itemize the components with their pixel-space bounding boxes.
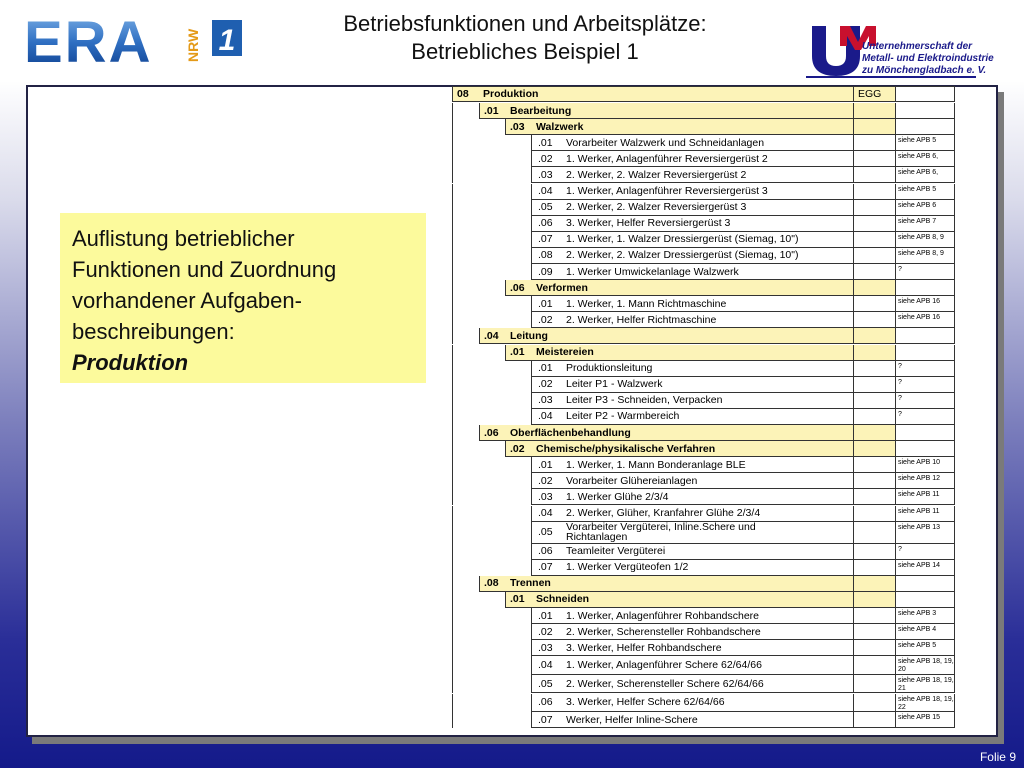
apb-reference-cell: siehe APB 15: [896, 712, 955, 728]
tree-label: .01 1. Werker, Anlagenführer Rohbandschere: [538, 609, 760, 622]
egg-cell: [854, 345, 896, 361]
egg-cell: [854, 506, 896, 522]
tree-label-cell: [532, 167, 854, 183]
tree-label: .03 1. Werker Glühe 2/3/4: [538, 490, 669, 503]
tree-indent: [452, 522, 532, 544]
apb-reference-cell: siehe APB 3: [896, 608, 955, 624]
apb-reference-cell: [896, 425, 955, 441]
apb-reference-cell: siehe APB 4: [896, 624, 955, 640]
tree-indent: [452, 232, 532, 248]
tree-code: .03: [538, 168, 553, 181]
tree-code: .02: [538, 378, 553, 391]
tree-label: .06 Verformen: [510, 281, 588, 294]
tree-label-cell: [532, 151, 854, 167]
tree-label-cell: [532, 248, 854, 264]
tree-label-cell: [532, 216, 854, 232]
tree-code: .04: [538, 507, 553, 520]
tree-label: .05 2. Werker, Scherensteller Schere 62/64/66: [538, 677, 764, 690]
tree-indent: [452, 296, 532, 312]
tree-label: .06 Teamleiter Vergüterei: [538, 545, 666, 558]
tree-code: .05: [538, 677, 553, 690]
callout-box: [60, 213, 426, 383]
tree-item-row: [452, 624, 955, 640]
tree-label-cell: [532, 640, 854, 656]
tree-indent: [452, 216, 532, 232]
egg-cell: [854, 489, 896, 505]
tree-indent: [452, 103, 480, 119]
tree-item-row: [452, 135, 955, 151]
tree-label-cell: [532, 457, 854, 473]
egg-cell: [854, 232, 896, 248]
apb-reference-cell: siehe APB 14: [896, 560, 955, 576]
tree-code: .04: [484, 329, 499, 342]
tree-code: .07: [538, 233, 553, 246]
logo-number: 1: [218, 24, 236, 57]
tree-code: .03: [538, 490, 553, 503]
ume-line2: Metall- und Elektroindustrie: [862, 53, 994, 64]
apb-reference-cell: siehe APB 18, 19, 20: [898, 658, 954, 674]
tree-indent: [452, 544, 532, 560]
callout-line3: vorhandener Aufgaben-: [72, 288, 302, 313]
tree-label: .04 1. Werker, Anlagenführer Reversiergerüst 3: [538, 185, 768, 198]
tree-indent: [452, 694, 532, 713]
function-tree-table: [452, 86, 955, 735]
apb-reference-cell: [896, 103, 955, 119]
tree-item-row: [452, 675, 955, 694]
tree-indent: [452, 409, 532, 425]
apb-reference-cell: siehe APB 16: [896, 296, 955, 312]
tree-code: .08: [538, 249, 553, 262]
tree-item-row: [452, 608, 955, 624]
apb-reference-cell: ?: [896, 393, 955, 409]
apb-reference-cell: siehe APB 5: [896, 184, 955, 200]
egg-cell: [854, 624, 896, 640]
tree-code: .07: [538, 561, 553, 574]
egg-cell: [854, 151, 896, 167]
tree-item-row: [452, 544, 955, 560]
tree-code: .04: [538, 185, 553, 198]
tree-indent: [452, 576, 480, 592]
tree-indent: [452, 675, 532, 694]
tree-label-cell: [532, 712, 854, 728]
tree-item-row: [452, 361, 955, 377]
tree-label: .05 2. Werker, 2. Walzer Reversiergerüst 3: [538, 201, 747, 214]
tree-label-cell: [532, 377, 854, 393]
root-code: 08: [457, 88, 469, 100]
tree-label: .06 3. Werker, Helfer Reversiergerüst 3: [538, 217, 731, 230]
tree-indent: [452, 377, 532, 393]
tree-label-cell: [532, 694, 854, 713]
egg-header-cell: [854, 86, 896, 102]
egg-cell: [854, 264, 896, 280]
tree-label: .01 Produktionsleitung: [538, 362, 653, 375]
apb-reference-cell: ?: [896, 361, 955, 377]
tree-item-row: [452, 393, 955, 409]
tree-indent: [452, 361, 532, 377]
tree-group-row: [452, 441, 955, 457]
tree-label: .04 2. Werker, Glüher, Kranfahrer Glühe 2/3/4: [538, 507, 761, 520]
egg-cell: [854, 694, 896, 713]
apb-reference-cell: ?: [896, 377, 955, 393]
callout-line5: Produktion: [72, 350, 189, 375]
tree-item-row: [452, 522, 955, 544]
egg-cell: [854, 473, 896, 489]
tree-indent: [452, 200, 532, 216]
tree-indent: [452, 264, 532, 280]
tree-indent: [452, 656, 532, 675]
tree-label: .05 Vorarbeiter Vergüterei, Inline.Schere und Richtanlagen: [538, 521, 756, 544]
tree-item-row: [452, 296, 955, 312]
tree-label: .02 Leiter P1 - Walzwerk: [538, 378, 663, 391]
tree-indent: [452, 119, 506, 135]
tree-label-cell: [532, 409, 854, 425]
egg-cell: [854, 576, 896, 592]
tree-item-row: [452, 560, 955, 576]
tree-label: .02 2. Werker, Scherensteller Rohbandschere: [538, 625, 761, 638]
tree-item-row: [452, 200, 955, 216]
tree-code: .02: [510, 442, 525, 455]
egg-cell: [854, 409, 896, 425]
apb-reference-cell: [896, 576, 955, 592]
slide-header: [0, 0, 1024, 82]
tree-code: .06: [484, 426, 499, 439]
apb-reference-cell: siehe APB 12: [896, 473, 955, 489]
tree-indent: [452, 712, 532, 728]
apb-reference-cell: ?: [896, 409, 955, 425]
tree-indent: [452, 312, 532, 328]
egg-cell: [854, 441, 896, 457]
tree-label: .01 1. Werker, 1. Mann Bonderanlage BLE: [538, 458, 746, 471]
apb-reference-cell: siehe APB 13: [896, 522, 955, 544]
egg-cell: [854, 280, 896, 296]
tree-item-row: [452, 457, 955, 473]
tree-label: .08 Trennen: [484, 577, 551, 590]
tree-label-cell: [532, 296, 854, 312]
egg-cell: [854, 312, 896, 328]
tree-group-row: [452, 103, 955, 119]
tree-label: .03 3. Werker, Helfer Rohbandschere: [538, 641, 722, 654]
tree-code: .02: [538, 152, 553, 165]
egg-cell: [854, 656, 896, 675]
tree-label: .06 Oberflächenbehandlung: [484, 426, 631, 439]
egg-cell: [854, 377, 896, 393]
egg-cell: [854, 457, 896, 473]
tree-label-cell: [532, 264, 854, 280]
egg-cell: [854, 608, 896, 624]
apb-reference-cell: siehe APB 5: [896, 640, 955, 656]
tree-indent: [452, 506, 532, 522]
tree-code: .08: [484, 577, 499, 590]
tree-item-row: [452, 264, 955, 280]
tree-code: .01: [538, 297, 553, 310]
egg-cell: [854, 119, 896, 135]
tree-indent: [452, 135, 532, 151]
tree-label-cell: [532, 184, 854, 200]
tree-indent: [452, 280, 506, 296]
tree-indent: [452, 592, 506, 608]
apb-reference-cell: siehe APB 18, 19, 22: [898, 695, 954, 711]
tree-label-cell: [480, 425, 854, 441]
tree-item-row: [452, 489, 955, 505]
tree-item-row: [452, 216, 955, 232]
tree-label: .03 Walzwerk: [510, 120, 584, 133]
tree-item-row: [452, 409, 955, 425]
tree-code: .05: [538, 201, 553, 214]
callout-line1: Auflistung betrieblicher: [72, 226, 295, 251]
tree-code: .01: [510, 346, 525, 359]
tree-label-cell: [532, 560, 854, 576]
apb-reference-cell: [896, 280, 955, 296]
tree-label: .03 2. Werker, 2. Walzer Reversiergerüst 2: [538, 168, 747, 181]
root-label-cell: [452, 86, 854, 102]
tree-label: .09 1. Werker Umwickelanlage Walzwerk: [538, 265, 739, 278]
tree-indent: [452, 473, 532, 489]
tree-code: .01: [510, 593, 525, 606]
tree-item-row: [452, 694, 955, 713]
callout-line4: beschreibungen:: [72, 319, 235, 344]
apb-reference-cell: siehe APB 6: [896, 200, 955, 216]
tree-indent: [452, 441, 506, 457]
tree-indent: [452, 151, 532, 167]
tree-label: .04 1. Werker, Anlagenführer Schere 62/64/66: [538, 659, 762, 672]
tree-code: .01: [538, 136, 553, 149]
apb-reference-cell: siehe APB 6,: [896, 151, 955, 167]
tree-item-row: [452, 248, 955, 264]
tree-indent: [452, 608, 532, 624]
tree-label: .07 1. Werker, 1. Walzer Dressiergerüst (Siemag, 10"): [538, 233, 799, 246]
tree-code: .01: [538, 609, 553, 622]
tree-label-cell: [506, 119, 854, 135]
tree-code: .02: [538, 474, 553, 487]
tree-code: .07: [538, 713, 553, 726]
tree-label: .02 2. Werker, Helfer Richtmaschine: [538, 313, 717, 326]
egg-cell: [854, 592, 896, 608]
page-title: [290, 10, 760, 66]
tree-label-cell: [506, 280, 854, 296]
tree-group-row: [452, 345, 955, 361]
apb-reference-cell: siehe APB 5: [896, 135, 955, 151]
ref-header-cell: [896, 86, 955, 102]
tree-label: .01 Schneiden: [510, 593, 590, 606]
tree-indent: [452, 457, 532, 473]
egg-cell: [854, 216, 896, 232]
tree-label-cell: [532, 473, 854, 489]
tree-label-cell: [532, 656, 854, 675]
tree-label: .04 Leiter P2 - Warmbereich: [538, 410, 680, 423]
tree-label: .01 Meistereien: [510, 346, 594, 359]
tree-group-row: [452, 328, 955, 344]
tree-code: .01: [538, 458, 553, 471]
apb-reference-cell: siehe APB 11: [896, 489, 955, 505]
era-logo-text: ERA: [24, 10, 153, 70]
tree-item-row: [452, 473, 955, 489]
tree-indent: [452, 184, 532, 200]
nrw-logo-text: NRW: [185, 28, 201, 62]
apb-reference-cell: siehe APB 11: [896, 506, 955, 522]
tree-indent: [452, 489, 532, 505]
egg-cell: [854, 200, 896, 216]
tree-label-cell: [480, 328, 854, 344]
egg-cell: [854, 167, 896, 183]
tree-label: .07 1. Werker Vergüteofen 1/2: [538, 561, 689, 574]
egg-cell: [854, 361, 896, 377]
tree-label: .08 2. Werker, 2. Walzer Dressiergerüst (Siemag, 10"): [538, 249, 799, 262]
tree-label: .04 Leitung: [484, 329, 548, 342]
tree-code: .06: [538, 545, 553, 558]
apb-reference-cell: siehe APB 8, 9: [896, 232, 955, 248]
tree-label-cell: [532, 200, 854, 216]
apb-reference-cell: [896, 328, 955, 344]
tree-label-cell: [532, 522, 854, 544]
tree-label-cell: [532, 624, 854, 640]
tree-label-cell: [532, 675, 854, 694]
tree-indent: [452, 640, 532, 656]
apb-reference-cell: ?: [896, 264, 955, 280]
tree-indent: [452, 328, 480, 344]
tree-indent: [452, 345, 506, 361]
apb-reference-cell: [896, 119, 955, 135]
tree-label-cell: [532, 608, 854, 624]
tree-label-cell: [532, 393, 854, 409]
egg-cell: [854, 184, 896, 200]
tree-label-cell: [532, 312, 854, 328]
tree-item-row: [452, 167, 955, 183]
tree-label-cell: [532, 135, 854, 151]
root-label: Produktion: [483, 88, 539, 100]
apb-reference-cell: [896, 592, 955, 608]
tree-code: .04: [538, 659, 553, 672]
tree-label-cell: [506, 441, 854, 457]
apb-reference-cell: siehe APB 6,: [896, 167, 955, 183]
tree-label: .06 3. Werker, Helfer Schere 62/64/66: [538, 696, 725, 709]
tree-code: .06: [538, 696, 553, 709]
tree-indent: [452, 560, 532, 576]
egg-cell: [854, 103, 896, 119]
tree-item-row: [452, 151, 955, 167]
tree-label-cell: [506, 345, 854, 361]
tree-indent: [452, 248, 532, 264]
tree-label-cell: [480, 576, 854, 592]
title-line1: Betriebsfunktionen und Arbeitsplätze:: [343, 11, 707, 36]
tree-item-row: [452, 232, 955, 248]
tree-label: .01 Bearbeitung: [484, 104, 572, 117]
tree-label-cell: [480, 103, 854, 119]
egg-header: EGG: [858, 88, 882, 100]
tree-group-row: [452, 119, 955, 135]
egg-cell: [854, 675, 896, 694]
egg-cell: [854, 328, 896, 344]
apb-reference-cell: siehe APB 7: [896, 216, 955, 232]
tree-label: .02 1. Werker, Anlagenführer Reversiergerüst 2: [538, 152, 768, 165]
egg-cell: [854, 248, 896, 264]
tree-item-row: [452, 377, 955, 393]
tree-label: .01 1. Werker, 1. Mann Richtmaschine: [538, 297, 727, 310]
egg-cell: [854, 522, 896, 544]
tree-label-cell: [532, 361, 854, 377]
tree-indent: [452, 624, 532, 640]
tree-label-cell: [532, 489, 854, 505]
tree-indent: [452, 425, 480, 441]
egg-cell: [854, 712, 896, 728]
apb-reference-cell: siehe APB 10: [896, 457, 955, 473]
tree-code: .01: [538, 362, 553, 375]
tree-label: .02 Vorarbeiter Glühereianlagen: [538, 474, 698, 487]
tree-code: .01: [484, 104, 499, 117]
ume-line3: zu Mönchengladbach e. V.: [862, 65, 987, 76]
apb-reference-cell: [896, 345, 955, 361]
ume-line1: Unternehmerschaft der: [862, 41, 973, 52]
apb-reference-cell: siehe APB 16: [896, 312, 955, 328]
ume-organization: [862, 41, 1012, 77]
tree-code: .05: [538, 525, 553, 538]
tree-code: .03: [538, 394, 553, 407]
tree-indent: [452, 393, 532, 409]
egg-cell: [854, 425, 896, 441]
tree-item-row: [452, 184, 955, 200]
tree-code: .02: [538, 625, 553, 638]
tree-group-row: [452, 280, 955, 296]
tree-label-cell: [506, 592, 854, 608]
tree-code: .09: [538, 265, 553, 278]
tree-code: .06: [510, 281, 525, 294]
tree-group-row: [452, 592, 955, 608]
tree-code: .02: [538, 313, 553, 326]
egg-cell: [854, 296, 896, 312]
tree-label-cell: [532, 232, 854, 248]
tree-item-row: [452, 312, 955, 328]
tree-label: .07 Werker, Helfer Inline-Schere: [538, 713, 698, 726]
slide-number: Folie 9: [979, 750, 1016, 764]
tree-root-row: [452, 86, 955, 102]
tree-label: .03 Leiter P3 - Schneiden, Verpacken: [538, 394, 723, 407]
tree-code: .03: [538, 641, 553, 654]
tree-code: .03: [510, 120, 525, 133]
tree-label-cell: [532, 544, 854, 560]
egg-cell: [854, 640, 896, 656]
tree-item-row: [452, 640, 955, 656]
tree-label: .01 Vorarbeiter Walzwerk und Schneidanlagen: [538, 136, 765, 149]
tree-item-row: [452, 712, 955, 728]
apb-reference-cell: siehe APB 18, 19, 21: [898, 676, 954, 692]
tree-code: .04: [538, 410, 553, 423]
title-line2: Betriebliches Beispiel 1: [411, 39, 639, 64]
tree-label: .02 Chemische/physikalische Verfahren: [510, 442, 716, 455]
tree-item-row: [452, 656, 955, 675]
callout-line2: Funktionen und Zuordnung: [72, 257, 337, 282]
egg-cell: [854, 393, 896, 409]
tree-code: .06: [538, 217, 553, 230]
egg-cell: [854, 544, 896, 560]
era-nrw-logo: [22, 10, 254, 70]
tree-indent: [452, 167, 532, 183]
tree-group-row: [452, 576, 955, 592]
tree-label-cell: [532, 506, 854, 522]
tree-group-row: [452, 425, 955, 441]
apb-reference-cell: ?: [896, 544, 955, 560]
egg-cell: [854, 560, 896, 576]
apb-reference-cell: [896, 441, 955, 457]
apb-reference-cell: siehe APB 8, 9: [896, 248, 955, 264]
egg-cell: [854, 135, 896, 151]
tree-item-row: [452, 506, 955, 522]
